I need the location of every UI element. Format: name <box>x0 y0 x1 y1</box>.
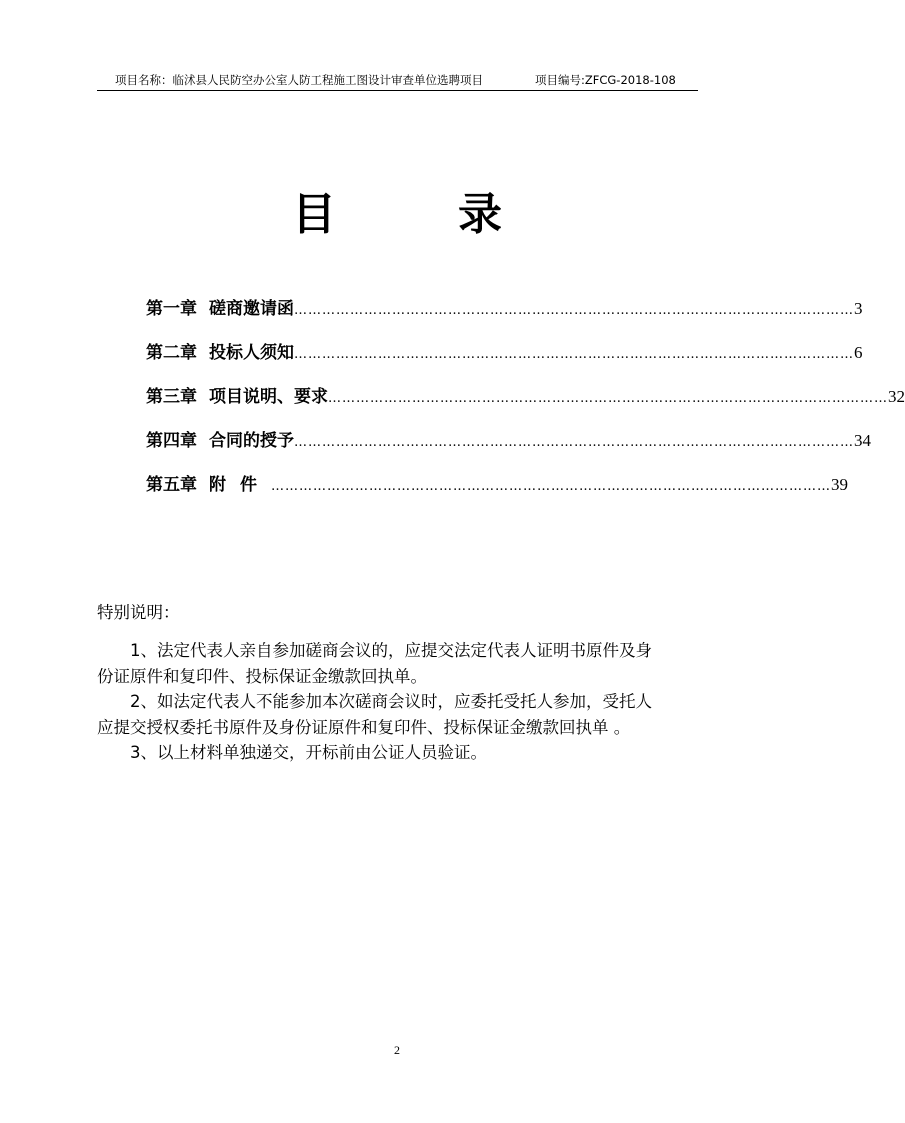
toc-entry[interactable] <box>146 426 871 470</box>
toc-title-char-2: 录 <box>458 189 502 240</box>
note-paragraph: 1、法定代表人亲自参加磋商会议的，应提交法定代表人证明书原件及身份证原件和复印件、投标保证金缴款回执单。 <box>97 641 652 686</box>
toc-leader: ………………………………………………………………………………………………………… <box>294 435 854 450</box>
toc-entry[interactable] <box>146 338 863 382</box>
toc-page: 39 <box>831 475 848 494</box>
special-notes <box>97 598 667 766</box>
toc-page: 3 <box>854 299 863 318</box>
toc-page: 34 <box>854 431 871 450</box>
notes-heading: 特别说明： <box>97 603 180 622</box>
note-paragraph: 2、如法定代表人不能参加本次磋商会议时，应委托受托人参加，受托人应提交授权委托书原件及身份证原件和复印件、投标保证金缴款回执单 。 <box>97 692 652 737</box>
page-header <box>97 70 698 91</box>
toc-leader: ………………………………………………………………………………………………………… <box>294 347 854 362</box>
toc-leader: ………………………………………………………………………………………………………… <box>328 391 888 406</box>
toc-page: 32 <box>888 387 905 406</box>
toc-entry-title: 合同的授予 <box>209 431 294 451</box>
toc-leader: ………………………………………………………………………………………………………… <box>271 479 831 494</box>
toc-chapter: 第四章 <box>146 431 197 451</box>
toc-title-char-1: 目 <box>292 189 336 240</box>
toc-entry-title: 附件 <box>209 475 271 495</box>
toc-chapter: 第一章 <box>146 299 197 319</box>
toc-leader: ………………………………………………………………………………………………………… <box>294 303 854 318</box>
toc-chapter: 第二章 <box>146 343 197 363</box>
project-number: 项目编号:ZFCG-2018-108 <box>535 73 676 87</box>
toc-entry[interactable] <box>146 382 905 426</box>
toc-page: 6 <box>854 343 863 362</box>
project-name: 项目名称：临沭县人民防空办公室人防工程施工图设计审查单位选聘项目 <box>115 73 483 87</box>
toc-title <box>0 185 794 245</box>
page-number: 2 <box>394 1043 400 1057</box>
toc-entry-title: 项目说明、要求 <box>209 387 328 407</box>
table-of-contents <box>146 294 905 514</box>
toc-entry[interactable] <box>146 470 848 514</box>
toc-chapter: 第五章 <box>146 475 197 495</box>
toc-entry[interactable] <box>146 294 863 338</box>
toc-entry-title: 投标人须知 <box>209 343 294 363</box>
toc-chapter: 第三章 <box>146 387 197 407</box>
note-paragraph: 3、以上材料单独递交，开标前由公证人员验证。 <box>130 743 487 762</box>
toc-entry-title: 磋商邀请函 <box>209 299 294 319</box>
